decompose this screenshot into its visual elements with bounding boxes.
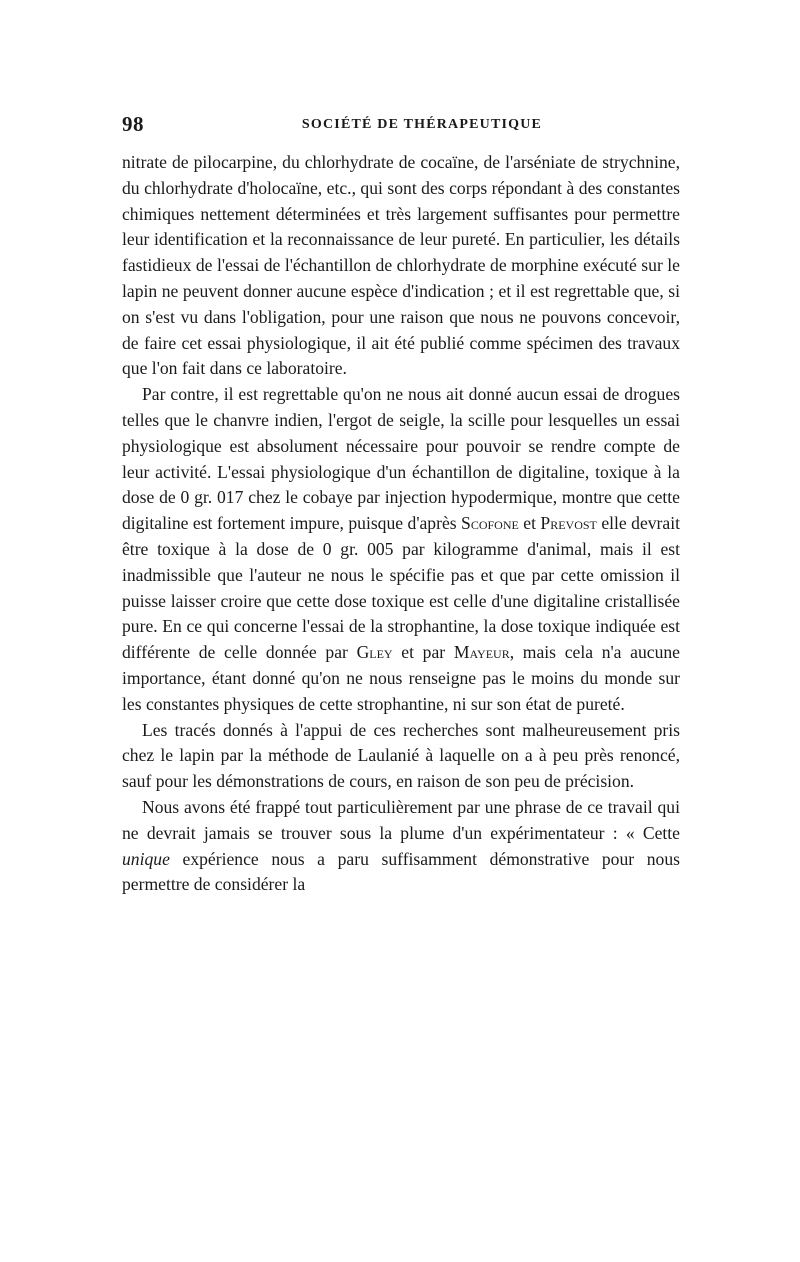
- author-name: Mayeur: [453, 642, 510, 663]
- page-number: 98: [122, 112, 144, 136]
- paragraph: [122, 795, 680, 898]
- paragraph-text: Les tracés donnés à l'appui de ces recherches sont malheureusement pris chez le lapin par la méthode de Laulanié à laquelle on a à peu près renoncé, sauf pour les démonstrations de cours, en raison de son peu de précision.: [122, 719, 680, 792]
- paragraph-text: , mais cela n'a aucune importance, étant donné qu'on ne nous renseigne pas le moins du monde sur les constantes physiques de cette strophantine, ni sur son état de pureté.: [122, 642, 680, 714]
- paragraph-text: Par contre, il est regrettable qu'on ne nous ait donné aucun essai de drogues telles que le chanvre indien, l'ergot de seigle, la scille pour lesquelles un essai physiologique est absolument nécessaire pour pouvoir se rendre compte de leur activité. L'essai physiologique d'un échantillon de digitaline, toxique à la dose de 0 gr. 017 chez le cobaye par injection hypodermique, montre que cette digitaline est fortement impure, puisque d'après: [122, 384, 680, 534]
- author-name: Prevost: [540, 513, 597, 534]
- body-text: [122, 150, 680, 898]
- paragraph-text: et: [518, 513, 541, 534]
- page-header: [122, 112, 682, 142]
- paragraph: [122, 382, 680, 717]
- paragraph-text: elle devrait être toxique à la dose de 0 gr. 005 par kilogramme d'animal, mais il est inadmissible que l'auteur ne nous le spécifie pas et que par cette omission il puisse laisser croire que cette dose toxique est celle d'une digitaline cristallisée pure. En ce qui concerne l'essai de la strophantine, la dose toxique indiquée est différente de celle donnée par: [122, 513, 681, 663]
- paragraph: [122, 150, 680, 382]
- paragraph-text: nitrate de pilocarpine, du chlorhydrate de cocaïne, de l'arséniate de strychnine, du chlorhydrate d'holocaïne, etc., qui sont des corps répondant à des constantes chimiques nettement déterminées et très largement suffisantes pour permettre leur identification et la reconnaissance de leur pureté. En particulier, les détails fastidieux de l'essai de l'échantillon de chlorhydrate de morphine exécuté sur le lapin ne peuvent donner aucune espèce d'indication ; et il est regrettable que, si on s'est vu dans l'obligation, pour une raison que nous ne pouvons concevoir, de faire cet essai physiologique, il ait été publié comme spécimen des travaux que l'on fait dans ce laboratoire.: [122, 152, 680, 379]
- paragraph-text: expérience nous a paru suffisamment démonstrative pour nous permettre de considérer la: [122, 848, 680, 895]
- paragraph-text: Nous avons été frappé tout particulièrement par une phrase de ce travail qui ne devrait jamais se trouver sous la plume d'un expérimentateur : « Cette: [122, 796, 680, 843]
- paragraph-text: et par: [392, 642, 454, 663]
- paragraph: [122, 718, 680, 795]
- author-name: Gley: [356, 642, 393, 663]
- running-head: SOCIÉTÉ DE THÉRAPEUTIQUE: [301, 117, 543, 132]
- author-name: Scofone: [461, 513, 519, 534]
- emphasis-text: unique: [122, 848, 170, 869]
